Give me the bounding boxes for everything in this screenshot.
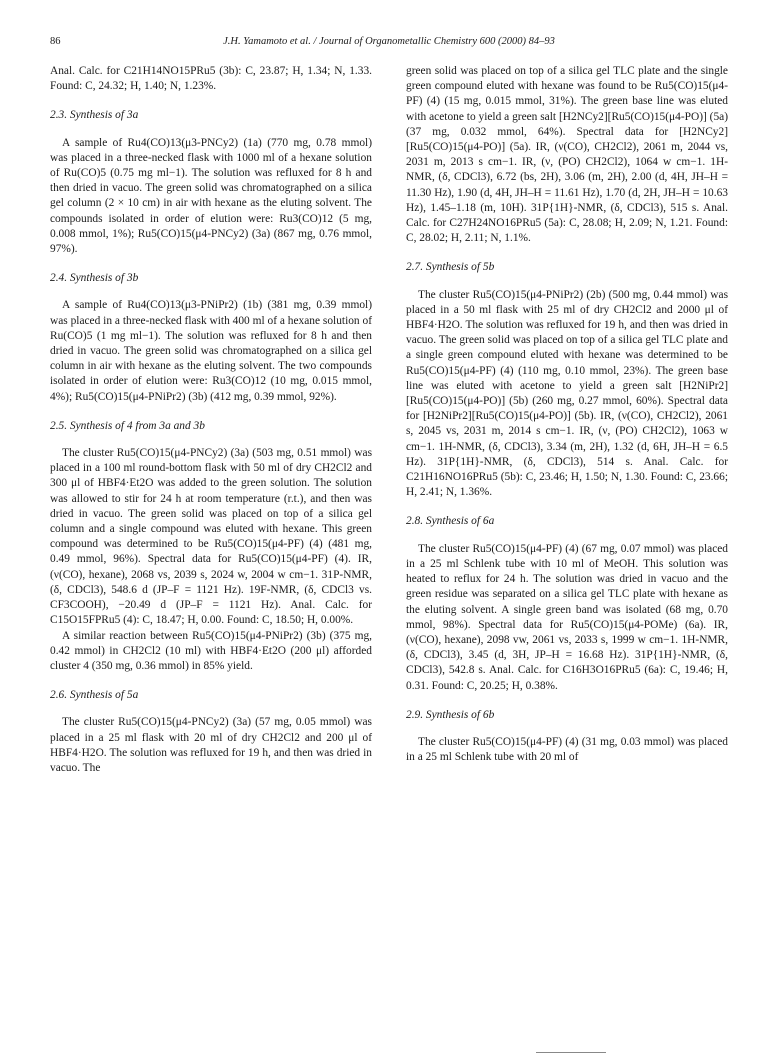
paragraph-2-3: A sample of Ru4(CO)13(μ3-PNCy2) (1a) (770 mg, 0.78 mmol) was placed in a three-necked flask with 1000 ml of a hexane solution of Ru(CO)5 (0.75 mg ml−1). The solution was refluxed for 8 h and then dried in vacuo. The green solid was chromatographed on a silica gel column (2 × 10 cm) in air with hexane as the eluting solvent. The compounds isolated in order of elution were: Ru3(CO)12 (5 mg, 0.008 mmol, 1%); Ru5(CO)15(μ4-PNCy2) (3a) (867 mg, 0.76 mmol, 97%). [50, 136, 372, 256]
paragraph-2-6-continued: green solid was placed on top of a silica gel TLC plate and the single green compound eluted with hexane was found to be Ru5(CO)15(μ4-PF) (4) (15 mg, 0.015 mmol, 31%). The green base line was eluted with acetone to yield a green salt [H2NCy2][Ru5(CO)15(μ4-PO)] (5a) (37 mg, 0.032 mmol, 64%). Spectral data for [H2NCy2][Ru5(CO)15(μ4-PO)] (5a). IR, (ν(CO), CH2Cl2), 2061 m, 2044 vs, 2031 m, 2013 s cm−1. IR, (ν, (PO) CH2Cl2), 1064 w cm−1. 1H-NMR, (δ, CDCl3), 6.72 (bs, 2H), 3.06 (m, 2H), 2.00 (d, 4H, JH–H = 11.30 Hz), 1.90 (d, 4H, JH–H = 11.61 Hz), 1.70 (d, 2H, JH–H = 10.63 Hz), 1.45–1.18 (m, 10H). 31P{1H}-NMR, (δ, CDCl3), 515 s. Anal. Calc. for C27H24NO16PRu5 (5a): C, 28.08; H, 2.09; N, 1.21. Found: C, 28.02; H, 2.11; N, 1.1%. [406, 65, 728, 245]
analysis-paragraph: Anal. Calc. for C21H14NO15PRu5 (3b): C, 23.87; H, 1.34; N, 1.33. Found: C, 24.32; H, 1.40; N, 1.23%. [50, 65, 372, 93]
page-header [50, 36, 728, 52]
paragraph-2-5-a: The cluster Ru5(CO)15(μ4-PNCy2) (3a) (503 mg, 0.51 mmol) was placed in a 100 ml round-bottom flask with 50 ml of dry CH2Cl2 and 300 μl of HBF4·Et2O was added to the green solution. The solution was allowed to stir for 24 h at room temperature (r.t.), and then was dried in vacuo. The green solid was placed on top of a silica gel column and a single compound was eluted with hexane. This green compound was determined to be Ru5(CO)15(μ4-PF) (4) (481 mg, 0.49 mmol, 96%). Spectral data for Ru5(CO)15(μ4-PF) (4). IR, (ν(CO), hexane), 2068 vs, 2039 s, 2024 w, 2004 w cm−1. 31P-NMR, (δ, CDCl3), 548.6 d (JP–F = 1121 Hz). 19F-NMR, (δ, CDCl3 vs. CF3COOH), −20.49 d (JP–F = 1121 Hz). Anal. Calc. for C15O15FPRu5 (4): C, 18.47; H, 0.00. Found: C, 18.50; H, 0.00%. [50, 447, 372, 627]
section-heading-2-5: 2.5. Synthesis of 4 from 3a and 3b [50, 419, 205, 432]
section-heading-2-9: 2.9. Synthesis of 6b [406, 708, 495, 721]
running-title: J.H. Yamamoto et al. / Journal of Organometallic Chemistry 600 (2000) 84–93 [223, 36, 555, 47]
paragraph-2-4: A sample of Ru4(CO)13(μ3-PNiPr2) (1b) (381 mg, 0.39 mmol) was placed in a three-necked flask with 400 ml of a hexane solution of Ru(CO)5 (1 mg ml−1). The solution was refluxed for 8 h and then dried in vacuo. The green solid was chromatographed on a silica gel column in air with hexane as the eluting solvent. The two compounds isolated in order of elution were: Ru3(CO)12 (10 mg, 0.015 mmol, 4%); Ru5(CO)15(μ4-PNiPr2) (3b) (412 mg, 0.39 mmol, 92%). [50, 299, 372, 403]
section-heading-2-4: 2.4. Synthesis of 3b [50, 272, 139, 285]
section-heading-2-3: 2.3. Synthesis of 3a [50, 109, 139, 122]
right-column [406, 64, 728, 765]
section-heading-2-8: 2.8. Synthesis of 6a [406, 515, 495, 528]
section-heading-2-6: 2.6. Synthesis of 5a [50, 689, 139, 702]
paragraph-2-8: The cluster Ru5(CO)15(μ4-PF) (4) (67 mg, 0.07 mmol) was placed in a 25 ml Schlenk tube with 10 ml of MeOH. This solution was heated to reflux for 24 h. The solution was dried in vacuo and the green residue was separated on a silica gel TLC plate with hexane as the eluting solvent. A single green band was isolated (68 mg, 0.70 mmol, 98%). Spectral data for Ru5(CO)15(μ4-POMe) (6a). IR, (ν(CO), hexane), 2098 vw, 2061 vs, 2033 s, 1999 w cm−1. 1H-NMR, (δ, CDCl3), 3.45 (d, 3H, JP–H = 16.68 Hz). 31P{1H}-NMR, (δ, CDCl3), 542.8 s. Anal. Calc. for C16H3O16PRu5 (6a): C, 19.46; H, 0.31. Found: C, 20.25; H, 0.38%. [406, 542, 728, 692]
paragraph-2-6: The cluster Ru5(CO)15(μ4-PNCy2) (3a) (57 mg, 0.05 mmol) was placed in a 25 ml flask with 20 ml of dry CH2Cl2 and 200 μl of HBF4·H2O. The solution was refluxed for 19 h, and then was dried in vacuo. The [50, 716, 372, 774]
footnote-rule [536, 1052, 606, 1053]
section-heading-2-7: 2.7. Synthesis of 5b [406, 261, 495, 274]
paragraph-2-5-b: A similar reaction between Ru5(CO)15(μ4-PNiPr2) (3b) (375 mg, 0.42 mmol) in CH2Cl2 (10 ml) with HBF4·Et2O (200 μl) afforded cluster 4 (350 mg, 0.36 mmol) in 85% yield. [50, 629, 372, 672]
paragraph-2-9: The cluster Ru5(CO)15(μ4-PF) (4) (31 mg, 0.03 mmol) was placed in a 25 ml Schlenk tube with 20 ml of [406, 735, 728, 764]
left-column [50, 64, 372, 776]
paragraph-2-7: The cluster Ru5(CO)15(μ4-PNiPr2) (2b) (500 mg, 0.44 mmol) was placed in a 50 ml flask with 25 ml of dry CH2Cl2 and 2000 μl of HBF4·H2O. The solution was refluxed for 19 h, and then was dried in vacuo. The green solid was placed on top of a silica gel TLC plate and a single green compound eluted with hexane was determined to be Ru5(CO)15(μ4-PF) (4) (110 mg, 0.10 mmol, 23%). The green base line was eluted with acetone to yield a green salt [H2NiPr2][Ru5(CO)15(μ4-PO)] (5b) (260 mg, 0.27 mmol, 60%). Spectral data for [H2NiPr2][Ru5(CO)15(μ4-PO)] (5b). IR, (ν(CO), CH2Cl2), 2061 s, 2045 vs, 2031 m, 2014 s cm−1. IR, (ν, (PO) CH2Cl2), 1063 w cm−1. 1H-NMR, (δ, CDCl3), 3.34 (m, 2H), 1.32 (d, 6H, JH–H = 6.5 Hz). 31P{1H}-NMR, (δ, CDCl3), 514 s. Anal. Calc. for C21H16NO16PRu5 (5b): C, 23.46; H, 1.50; N, 1.30. Found: C, 23.66; H, 2.41; N, 1.36%. [406, 288, 728, 499]
page-number: 86 [50, 36, 61, 47]
